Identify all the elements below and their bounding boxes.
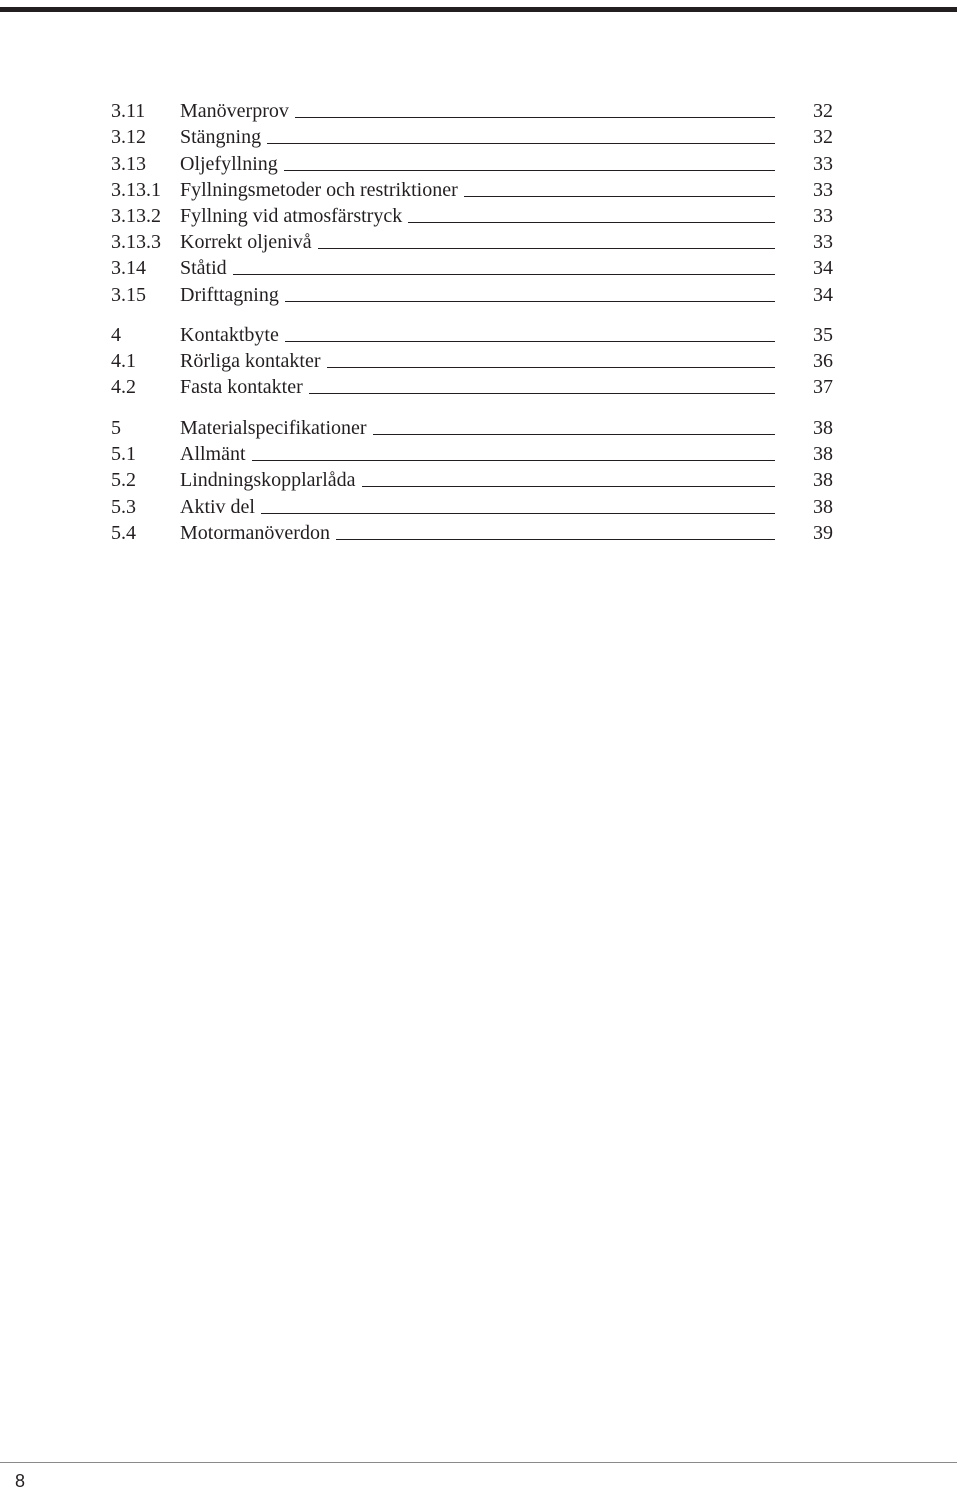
- toc-entry-title: Stängning: [180, 126, 262, 149]
- toc-entry-title: Fasta kontakter: [180, 376, 303, 399]
- toc-entry-title: Fyllningsmetoder och restriktioner: [180, 178, 458, 201]
- toc-entry-page: 36: [813, 350, 833, 373]
- toc-entry[interactable]: [111, 255, 833, 281]
- toc-entry-title: Rörliga kontakter: [180, 350, 321, 373]
- toc-entry[interactable]: [111, 124, 833, 150]
- toc-entry[interactable]: [111, 150, 833, 176]
- toc-entry-title: Aktiv del: [180, 495, 255, 518]
- toc-entry-number: 3.13.3: [111, 231, 161, 254]
- toc-entry-page: 38: [813, 469, 833, 492]
- toc-leader-line: [309, 393, 775, 394]
- toc-entry-page: 38: [813, 495, 833, 518]
- toc-entry-number: 3.12: [111, 126, 146, 149]
- toc-entry[interactable]: [111, 374, 833, 400]
- toc-entry[interactable]: [111, 177, 833, 203]
- toc-leader-line: [318, 248, 775, 249]
- toc-entry-number: 5: [111, 417, 121, 440]
- toc-entry-number: 3.15: [111, 283, 146, 306]
- toc-entry-page: 32: [813, 100, 833, 123]
- toc-entry-title: Oljefyllning: [180, 152, 278, 175]
- toc-entry-title: Materialspecifikationer: [180, 417, 367, 440]
- toc-leader-line: [408, 222, 775, 223]
- toc-entry-page: 34: [813, 257, 833, 280]
- toc-entry[interactable]: [111, 520, 833, 546]
- toc-entry-page: 39: [813, 521, 833, 544]
- toc-entry-number: 4.1: [111, 350, 136, 373]
- page-number: 8: [15, 1471, 26, 1491]
- toc-leader-line: [261, 513, 775, 514]
- table-of-contents: [111, 98, 833, 546]
- toc-entry-page: 32: [813, 126, 833, 149]
- toc-entry-page: 38: [813, 443, 833, 466]
- toc-entry[interactable]: [111, 322, 833, 348]
- toc-entry[interactable]: [111, 98, 833, 124]
- toc-entry-title: Allmänt: [180, 443, 246, 466]
- toc-entry-title: Drifttagning: [180, 283, 279, 306]
- toc-entry-page: 38: [813, 417, 833, 440]
- toc-leader-line: [285, 301, 775, 302]
- toc-entry[interactable]: [111, 229, 833, 255]
- toc-entry-number: 3.13.2: [111, 204, 161, 227]
- toc-entry-page: 33: [813, 178, 833, 201]
- footer-rule: [0, 1462, 957, 1463]
- toc-leader-line: [295, 117, 775, 118]
- toc-entry-number: 3.13.1: [111, 178, 161, 201]
- toc-entry[interactable]: [111, 467, 833, 493]
- toc-entry-page: 33: [813, 231, 833, 254]
- toc-leader-line: [373, 434, 775, 435]
- toc-entry-title: Manöverprov: [180, 100, 289, 123]
- toc-entry-page: 35: [813, 324, 833, 347]
- toc-leader-line: [362, 486, 775, 487]
- toc-entry-page: 37: [813, 376, 833, 399]
- toc-leader-line: [464, 196, 775, 197]
- toc-entry-number: 3.14: [111, 257, 146, 280]
- toc-entry-page: 33: [813, 204, 833, 227]
- toc-leader-line: [285, 341, 775, 342]
- toc-entry-page: 34: [813, 283, 833, 306]
- toc-entry-number: 5.4: [111, 521, 136, 544]
- toc-leader-line: [233, 274, 775, 275]
- toc-entry[interactable]: [111, 441, 833, 467]
- toc-entry-title: Kontaktbyte: [180, 324, 279, 347]
- toc-leader-line: [284, 170, 775, 171]
- toc-entry[interactable]: [111, 203, 833, 229]
- toc-entry-title: Korrekt oljenivå: [180, 231, 312, 254]
- toc-entry-page: 33: [813, 152, 833, 175]
- toc-entry-title: Ståtid: [180, 257, 227, 280]
- toc-entry[interactable]: [111, 281, 833, 307]
- toc-entry-number: 4.2: [111, 376, 136, 399]
- toc-entry[interactable]: [111, 415, 833, 441]
- toc-entry-number: 3.11: [111, 100, 146, 123]
- toc-entry-number: 3.13: [111, 152, 146, 175]
- toc-entry[interactable]: [111, 493, 833, 519]
- toc-entry-title: Lindningskopplarlåda: [180, 469, 356, 492]
- toc-leader-line: [267, 143, 775, 144]
- header-rule: [0, 7, 957, 12]
- toc-entry-number: 5.3: [111, 495, 136, 518]
- toc-entry[interactable]: [111, 348, 833, 374]
- toc-leader-line: [336, 539, 775, 540]
- toc-entry-title: Motormanöverdon: [180, 521, 330, 544]
- toc-entry-number: 5.2: [111, 469, 136, 492]
- toc-leader-line: [252, 460, 775, 461]
- toc-entry-title: Fyllning vid atmosfärstryck: [180, 204, 403, 227]
- toc-entry-number: 4: [111, 324, 121, 347]
- toc-leader-line: [327, 367, 775, 368]
- toc-entry-number: 5.1: [111, 443, 136, 466]
